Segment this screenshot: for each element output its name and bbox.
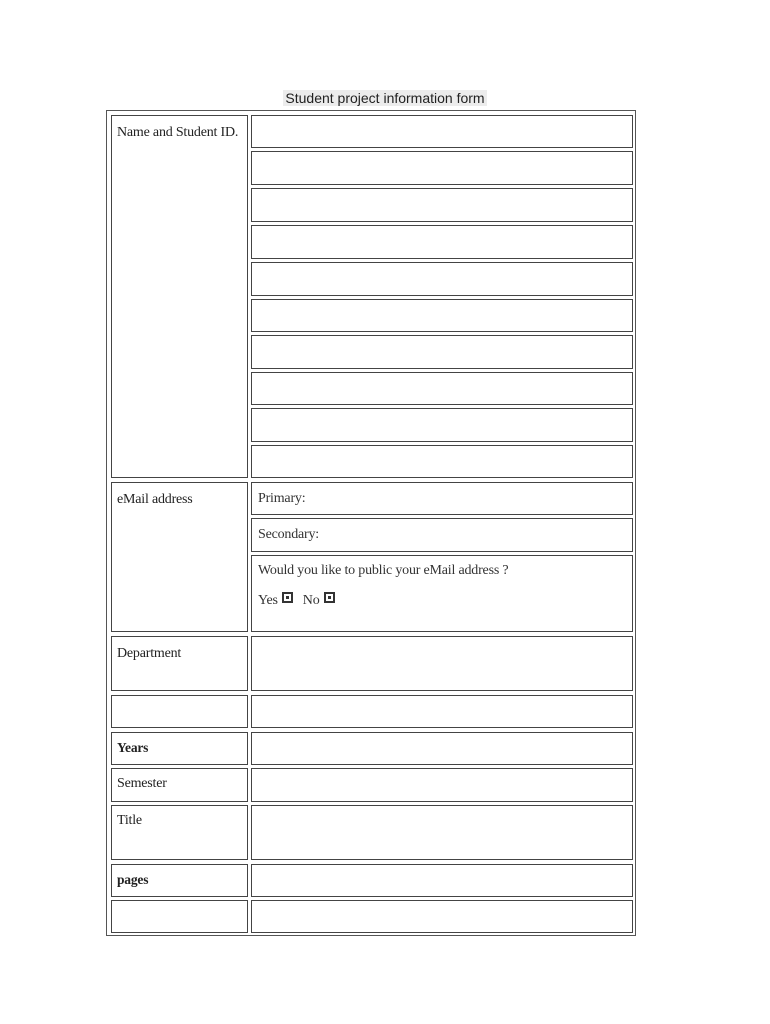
email-public-question: Would you like to public your eMail address ? [258,563,509,578]
email-public-cell [251,555,633,632]
name-id-field-1[interactable] [251,115,633,148]
email-primary-label: Primary: [258,490,306,506]
semester-label: Semester [111,768,248,802]
form-table [106,110,636,936]
name-id-field-4[interactable] [251,225,633,259]
name-id-field-2[interactable] [251,151,633,185]
email-public-options [258,593,632,609]
option-yes-radio[interactable] [282,592,293,603]
semester-field[interactable] [251,768,633,802]
option-no-label: No [302,593,320,608]
form-title: Student project information form [285,90,485,106]
department-label: Department [111,636,248,691]
name-id-label: Name and Student ID. [111,115,248,478]
pages-label: pages [111,864,248,897]
title-label: Title [111,805,248,860]
name-id-field-8[interactable] [251,372,633,405]
title-field[interactable] [251,805,633,860]
email-secondary-field[interactable] [251,518,633,552]
name-id-field-5[interactable] [251,262,633,296]
years-label: Years [111,732,248,765]
blank-field-1[interactable] [251,695,633,728]
blank-label-cell-1 [111,695,248,728]
years-field[interactable] [251,732,633,765]
pages-field[interactable] [251,864,633,897]
name-id-field-10[interactable] [251,445,633,478]
department-field[interactable] [251,636,633,691]
option-no-radio[interactable] [324,592,335,603]
blank-field-2[interactable] [251,900,633,933]
option-yes-label: Yes [258,593,278,608]
email-label: eMail address [111,482,248,632]
blank-label-cell-2 [111,900,248,933]
email-secondary-label: Secondary: [258,527,319,542]
name-id-field-3[interactable] [251,188,633,222]
name-id-field-7[interactable] [251,335,633,369]
email-primary-field[interactable] [251,482,633,515]
name-id-field-6[interactable] [251,299,633,332]
name-id-field-9[interactable] [251,408,633,442]
